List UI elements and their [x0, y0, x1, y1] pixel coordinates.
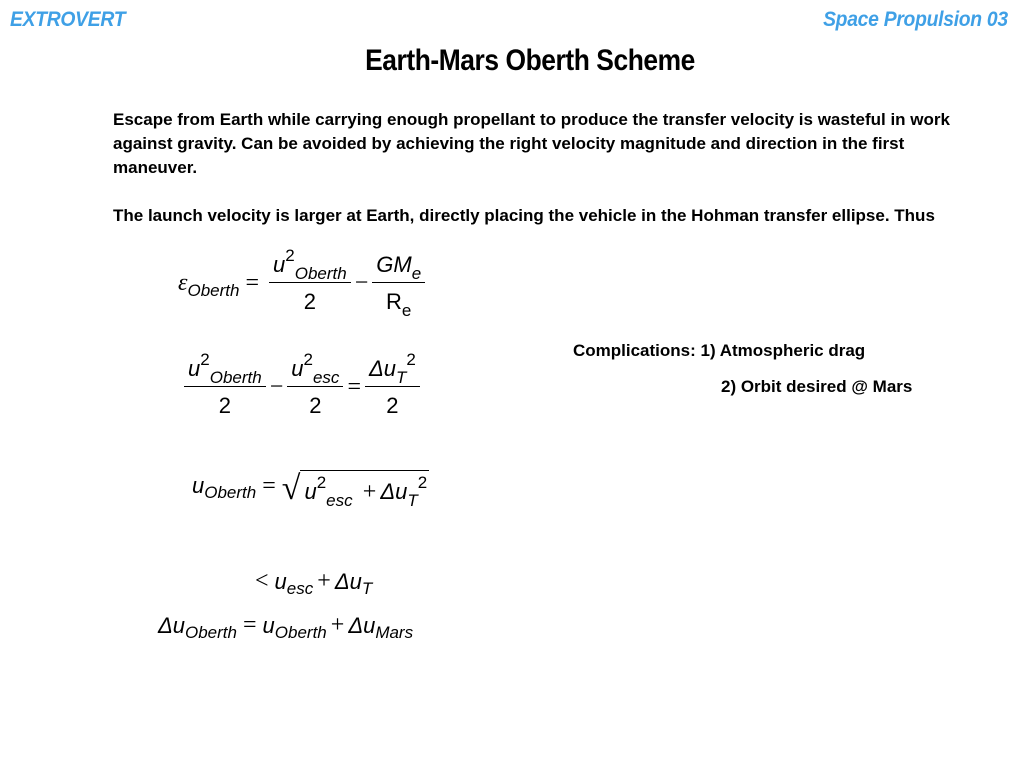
equals-sign: = [262, 472, 276, 499]
denominator-two: 2 [184, 386, 266, 419]
oberth-subscript: Oberth [274, 622, 327, 642]
transfer-subscript: T [407, 491, 418, 510]
eq1-fraction-kinetic [271, 246, 349, 315]
complications-line-2: 2) Orbit desired @ Mars [721, 377, 913, 396]
denominator-two: 2 [287, 386, 343, 419]
esc-subscript: esc [312, 368, 340, 387]
less-than-sign: < [255, 568, 269, 594]
square-exponent: 2 [406, 350, 416, 369]
denominator-two: 2 [365, 386, 420, 419]
plus-sign: + [330, 612, 345, 638]
equation-oberth-energy [178, 246, 429, 320]
u-symbol: u [304, 479, 317, 504]
u-symbol: u [188, 356, 201, 381]
u-symbol: u [291, 356, 304, 381]
oberth-subscript: Oberth [185, 622, 237, 642]
oberth-subscript: Oberth [209, 368, 262, 387]
square-exponent: 2 [316, 473, 327, 492]
eq2-fraction-transfer [367, 350, 418, 419]
mars-subscript: Mars [375, 622, 414, 642]
transfer-subscript: T [395, 368, 407, 387]
u-symbol: u [274, 568, 287, 594]
complications-line-1: Complications: 1) Atmospheric drag [573, 341, 866, 360]
delta-u-symbol: Δu [334, 568, 362, 594]
gm-symbol: GM [376, 252, 412, 277]
equation-velocity-balance [180, 350, 424, 419]
plus-sign: + [317, 568, 331, 594]
square-exponent: 2 [285, 246, 295, 265]
u-symbol: u [273, 252, 286, 277]
delta-u-symbol: Δu [380, 479, 408, 504]
eq2-fraction-esc [289, 350, 341, 419]
delta-u-symbol: Δu [158, 612, 185, 638]
epsilon-symbol: ε [178, 270, 188, 296]
minus-sign: − [269, 374, 284, 400]
delta-u-symbol: Δu [368, 356, 396, 381]
radius-subscript: e [401, 301, 412, 320]
equation-delta-oberth [158, 612, 414, 642]
oberth-subscript: Oberth [204, 483, 257, 502]
earth-subscript: e [411, 264, 422, 283]
equals-sign: = [347, 374, 361, 400]
delta-u-symbol: Δu [348, 612, 376, 638]
square-exponent: 2 [200, 350, 210, 369]
equals-sign: = [242, 612, 257, 638]
square-exponent: 2 [303, 350, 313, 369]
eq2-fraction-oberth [186, 350, 264, 419]
equals-sign: = [245, 270, 259, 296]
header-right-label: Space Propulsion 03 [823, 8, 1008, 31]
eq1-lhs-sub: Oberth [187, 280, 240, 300]
equation-inequality [255, 568, 373, 598]
eq1-fraction-potential [374, 252, 423, 320]
transfer-subscript: T [361, 578, 373, 598]
plus-sign: + [362, 479, 377, 505]
u-symbol: u [192, 473, 205, 498]
esc-subscript: esc [326, 491, 353, 510]
page-title: Earth-Mars Oberth Scheme [365, 44, 695, 77]
minus-sign: − [354, 270, 369, 296]
esc-subscript: esc [286, 578, 314, 598]
equation-oberth-velocity [192, 466, 429, 510]
paragraph-escape: Escape from Earth while carrying enough propellant to produce the transfer velocity is wasteful in work against gravity. Can be avoided by achieving the right velocity magnitude and direction in the first maneuver. [113, 110, 950, 177]
square-root: √ $u^2_{esc} + \Delta u_T^2$ [281, 470, 428, 510]
denominator-two: 2 [269, 282, 351, 315]
header-left-label: EXTROVERT [10, 8, 126, 31]
paragraph-launch-velocity: The launch velocity is larger at Earth, directly placing the vehicle in the Hohman transfer ellipse. Thus [113, 206, 935, 225]
radius-symbol: R [386, 289, 402, 314]
u-symbol: u [262, 612, 275, 638]
square-exponent: 2 [417, 473, 428, 492]
oberth-subscript: Oberth [294, 264, 347, 283]
